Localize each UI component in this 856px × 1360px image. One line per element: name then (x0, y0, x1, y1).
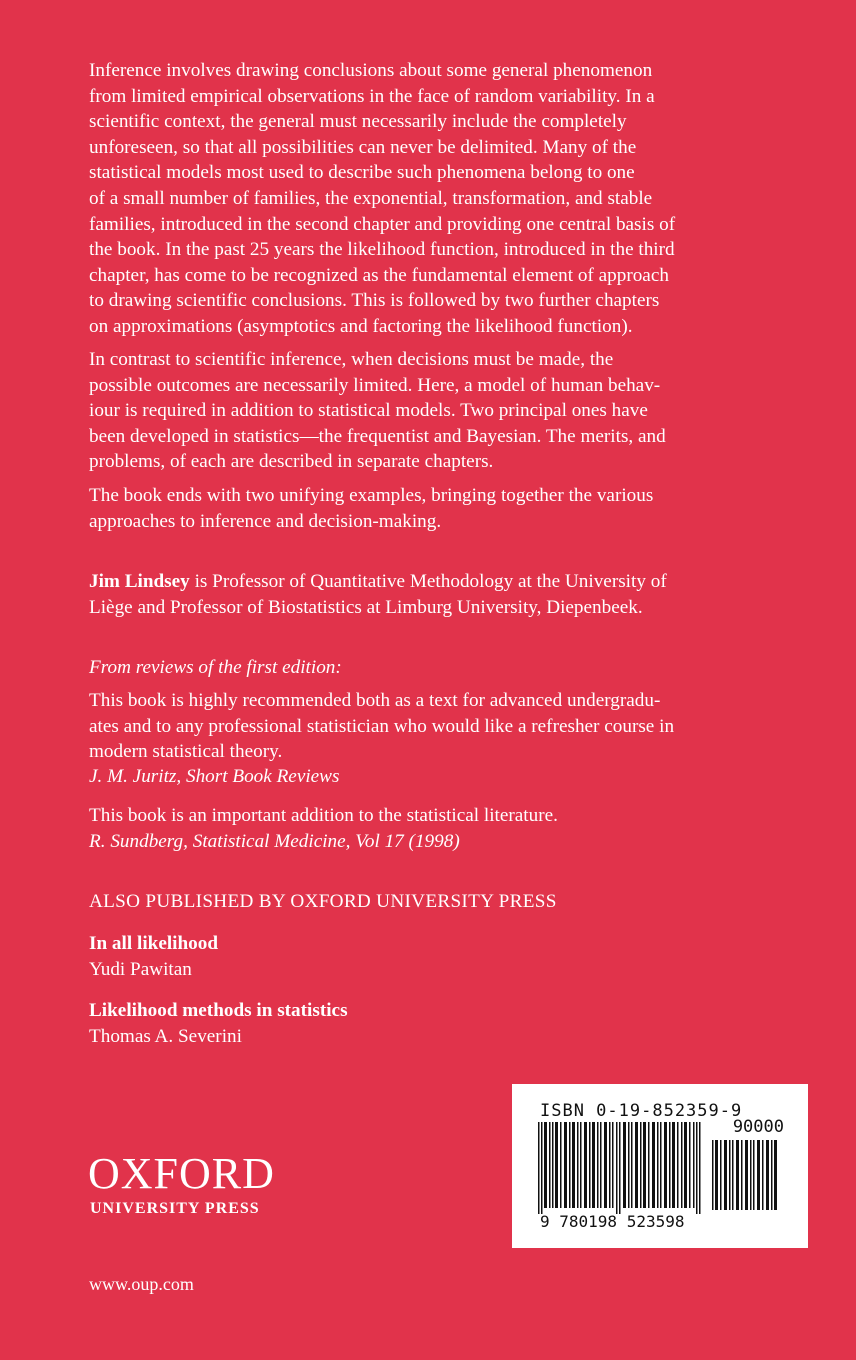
text-line: to drawing scientific conclusions. This is followed by two further chapters (89, 290, 660, 312)
also-published-heading: ALSO PUBLISHED BY OXFORD UNIVERSITY PRESS (89, 891, 557, 912)
price-code: 90000 (732, 1117, 784, 1137)
text-line: on approximations (asymptotics and factoring the likelihood function). (89, 315, 633, 337)
description-paragraph-2 (89, 347, 789, 475)
text-line: of a small number of families, the exponential, transformation, and stable (89, 187, 653, 209)
review-1-attribution: J. M. Juritz, Short Book Reviews (89, 766, 340, 787)
publisher-logo-name: OXFORD (88, 1149, 275, 1198)
author-bio-text: is Professor of Quantitative Methodology at the University of (189, 571, 667, 592)
text-line: possible outcomes are necessarily limited. Here, a model of human behav- (89, 374, 661, 396)
text-line: modern statistical theory. (89, 741, 283, 763)
text-line: problems, of each are described in separate chapters. (89, 451, 494, 473)
barcode-bars (538, 1122, 706, 1214)
review-2-attribution: R. Sundberg, Statistical Medicine, Vol 17 (1998) (89, 831, 460, 852)
review-2: This book is an important addition to the statistical literature. (89, 805, 558, 826)
price-barcode-bars (712, 1140, 780, 1210)
book-1-title: In all likelihood (89, 933, 219, 954)
text-line: chapter, has come to be recognized as the fundamental element of approach (89, 264, 669, 286)
text-line: from limited empirical observations in the face of random variability. In a (89, 85, 655, 107)
text-line: In contrast to scientific inference, when decisions must be made, the (89, 349, 614, 370)
publisher-url: www.oup.com (89, 1274, 194, 1294)
text-line: iour is required in addition to statistical models. Two principal ones have (89, 400, 648, 422)
description-paragraph-1 (89, 58, 789, 340)
text-line: Inference involves drawing conclusions about some general phenomenon (89, 60, 653, 81)
text-line: ates and to any professional statistician who would like a refresher course in (89, 715, 675, 737)
description-paragraph-3 (89, 483, 789, 534)
review-1 (89, 688, 789, 765)
book-2-author: Thomas A. Severini (89, 1026, 242, 1047)
text-line: the book. In the past 25 years the likelihood function, introduced in the third (89, 239, 675, 261)
text-line: unforeseen, so that all possibilities can never be delimited. Many of the (89, 136, 637, 158)
author-bio (89, 569, 789, 620)
author-bio-line (89, 569, 789, 595)
text-line: families, introduced in the second chapter and providing one central basis of (89, 213, 676, 235)
reviews-heading: From reviews of the first edition: (89, 657, 342, 678)
author-name: Jim Lindsey (89, 571, 190, 592)
text-line: approaches to inference and decision-making. (89, 510, 442, 532)
ean-number: 9 780198 523598 (540, 1212, 685, 1231)
text-line: statistical models most used to describe such phenomena belong to one (89, 162, 635, 184)
publisher-logo-subtitle: UNIVERSITY PRESS (90, 1200, 260, 1217)
text-line: been developed in statistics—the frequentist and Bayesian. The merits, and (89, 425, 666, 447)
text-line: The book ends with two unifying examples, bringing together the various (89, 485, 654, 506)
book-1-author: Yudi Pawitan (89, 959, 192, 980)
text-line: scientific context, the general must necessarily include the completely (89, 111, 627, 133)
author-bio-line: Liège and Professor of Biostatistics at Limburg University, Diepenbeek. (89, 596, 643, 618)
book-2-title: Likelihood methods in statistics (89, 1000, 348, 1021)
barcode-box (512, 1084, 808, 1248)
isbn-label: ISBN 0-19-852359-9 (540, 1101, 743, 1121)
text-line: This book is highly recommended both as a text for advanced undergradu- (89, 690, 661, 711)
